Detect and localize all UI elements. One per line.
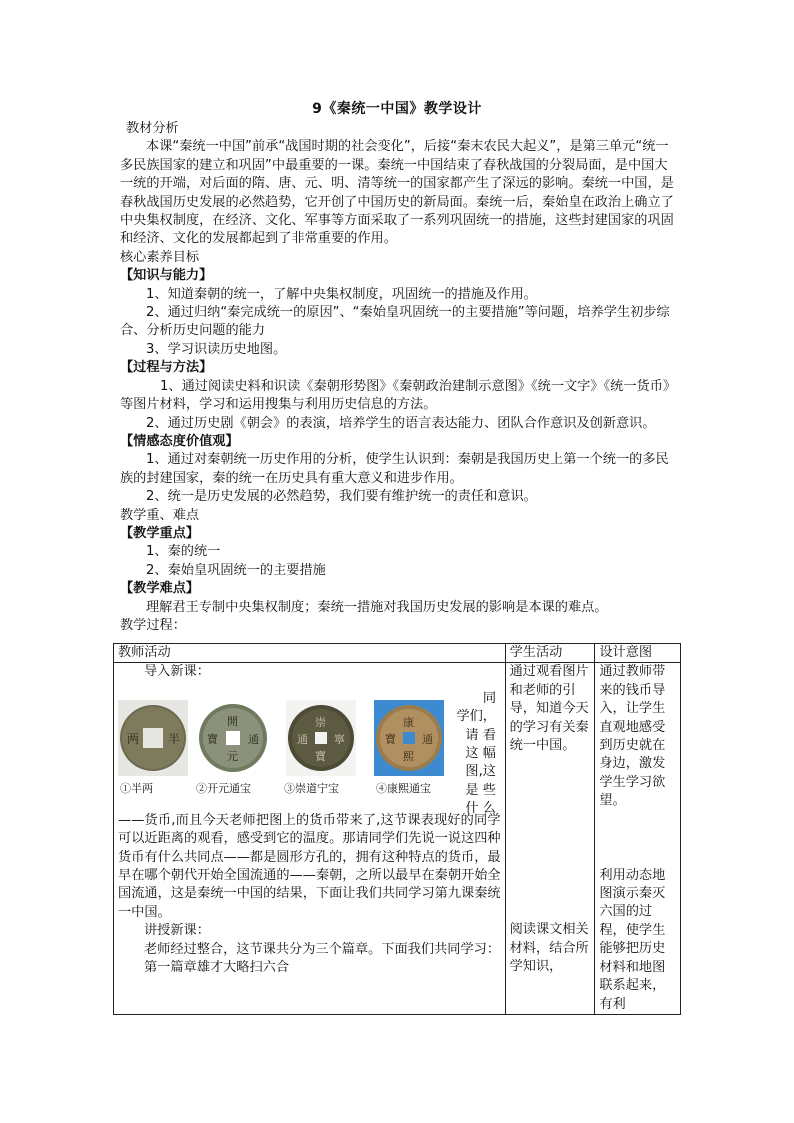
header-design: 设计意图 (595, 644, 681, 663)
svg-text:寶: 寶 (315, 749, 326, 763)
difficulty-text: 理解君王专制中央集权制度；秦统一措施对我国历史发展的影响是本课的难点。 (146, 599, 608, 615)
svg-text:熙: 熙 (403, 749, 414, 763)
analysis-heading: 教材分析 (126, 121, 179, 136)
process-label: 教学过程： (120, 617, 186, 633)
keypoints-heading: 教学重、难点 (120, 507, 200, 523)
coin-image-kangxi (374, 700, 444, 776)
side-word: 这 幅 (465, 746, 496, 762)
analysis-paragraph: 本课“秦统一中国”前承“战国时期的社会变化”，后接“秦末农民大起义”，是第三单元“统一多民族国家的建立和巩固”中最重要的一课。秦统一中国结束了春秋战国的分裂局面，是中国大一统的开端，对后面的隋、唐、元、明、清等统一的国家都产生了深远的影响。秦统一中国，是春秋战国历史发展的必然趋势，它开创了中国历史的新局面。秦统一后，秦始皇在政治上确立了中央集权制度，在经济、文化、军事等方面采取了一系列巩固统一的措施，这些封建国家的巩固和经济、文化的发展都起到了非常重要的作用。 (120, 139, 674, 247)
coin-image-chongdao (286, 700, 356, 776)
intro-label: 导入新课： (144, 664, 210, 680)
svg-text:寶: 寶 (385, 732, 396, 746)
knowledge-item: 3、学习识读历史地图。 (146, 341, 287, 357)
teach-text: 老师经过整合，这节课共分为三个篇章。下面我们共同学习： (144, 941, 501, 957)
svg-text:通: 通 (422, 732, 433, 746)
coins-figure (118, 684, 501, 817)
document-body (120, 120, 680, 635)
svg-text:通: 通 (297, 732, 308, 746)
svg-text:寧: 寧 (334, 732, 345, 746)
coin-chongdao-icon (286, 700, 356, 776)
focus-heading: 【教学重点】 (120, 525, 200, 541)
svg-text:崇: 崇 (315, 715, 326, 729)
coin-kangxi-icon (374, 700, 444, 776)
document-title: 9《秦统一中国》教学设计 (312, 101, 482, 117)
teacher-activity-cell (114, 663, 506, 1015)
emotion-item: 1、通过对秦朝统一历史作用的分析，使学生认识到：秦朝是我国历史上第一个统一的多民族的封建国家，秦的统一在历史具有重大意义和进步作用。 (120, 452, 669, 486)
process-heading: 【过程与方法】 (120, 360, 213, 376)
coin-caption: ①半两 (120, 781, 153, 795)
side-word: 学们， (456, 709, 496, 725)
svg-text:開: 開 (227, 714, 238, 728)
coin-kaiyuan-icon (198, 700, 268, 776)
knowledge-item: 2、通过归纳“秦完成统一的原因”、“秦始皇巩固统一的主要措施”等问题，培养学生初步综合、分析历史问题的能力 (120, 305, 670, 339)
focus-item: 1、秦的统一 (146, 544, 221, 560)
focus-item: 2、秦始皇巩固统一的主要措施 (146, 562, 326, 578)
coin-banliang-icon (118, 700, 188, 776)
lesson-process-table (113, 643, 681, 1015)
process-item: 1、通过阅读史料和识读《秦朝形势图》《秦朝政治建制示意图》《统一文字》《统一货币》等图片材料，学习和运用搜集与利用历史信息的方法。 (120, 378, 677, 413)
design-intent-cell (595, 663, 681, 1015)
svg-text:半: 半 (168, 731, 181, 746)
coin-image-banliang (118, 700, 188, 776)
teach-label: 讲授新课： (144, 923, 210, 939)
student-text-1: 通过观看图片和老师的引导，知道今天的学习有关秦统一中国。 (509, 664, 589, 754)
student-activity-cell (505, 663, 595, 1015)
intro-paragraph: ——货币,而且今天老师把图上的货币带来了,这节课表现好的同学可以近距离的观看，感受到它的温度。那请同学们先说一说这四种货币有什么共同点——都是圆形方孔的，拥有这种特点的货币，最早在哪个朝代开始全国流通的——秦朝，之所以最早在秦朝开始全国流通，这是秦统一中国的结果，下面让我们共同学习第九课秦统一中国。 (118, 812, 501, 920)
header-student: 学生活动 (505, 644, 595, 663)
svg-text:元: 元 (227, 749, 238, 763)
design-text-2: 利用动态地图演示秦灭六国的过程，使学生能够把历史材料和地图联系起来，有利 (599, 867, 666, 1012)
side-word: 什 么 (465, 801, 496, 817)
svg-text:康: 康 (403, 715, 414, 729)
side-word: 是 些 (465, 782, 496, 798)
intro-side-text (456, 690, 496, 819)
side-word: 请 看 (465, 727, 496, 743)
coin-caption: ④康熙通宝 (376, 781, 431, 795)
svg-text:通: 通 (248, 732, 259, 746)
design-text-1: 通过教师带来的钱币导入，让学生直观地感受到历史就在身边，激发学生学习欲望。 (599, 664, 666, 809)
side-word: 同 (482, 690, 496, 706)
emotion-heading: 【情感态度价值观】 (120, 433, 239, 449)
header-teacher: 教师活动 (114, 644, 506, 663)
coin-caption: ③崇道宁宝 (284, 781, 339, 795)
svg-text:寶: 寶 (207, 732, 218, 746)
knowledge-item: 1、知道秦朝的统一，了解中央集权制度，巩固统一的措施及作用。 (146, 286, 537, 302)
process-item: 2、通过历史剧《朝会》的表演，培养学生的语言表达能力、团队合作意识及创新意识。 (146, 415, 656, 431)
student-text-2: 阅读课文相关材料，结合所学知识， (509, 922, 589, 975)
side-word: 图,这 (465, 764, 496, 780)
svg-text:两: 两 (127, 731, 140, 746)
table-header-row (114, 644, 681, 663)
emotion-item: 2、统一是历史发展的必然趋势，我们要有维护统一的责任和意识。 (146, 489, 537, 505)
goals-heading: 核心素养目标 (120, 249, 200, 265)
chapter-one: 第一篇章雄才大略扫六合 (144, 960, 290, 976)
coin-caption: ②开元通宝 (196, 781, 251, 795)
knowledge-heading: 【知识与能力】 (120, 268, 213, 284)
table-row (114, 663, 681, 1015)
coin-image-kaiyuan (198, 700, 268, 776)
difficulty-heading: 【教学难点】 (120, 581, 200, 597)
